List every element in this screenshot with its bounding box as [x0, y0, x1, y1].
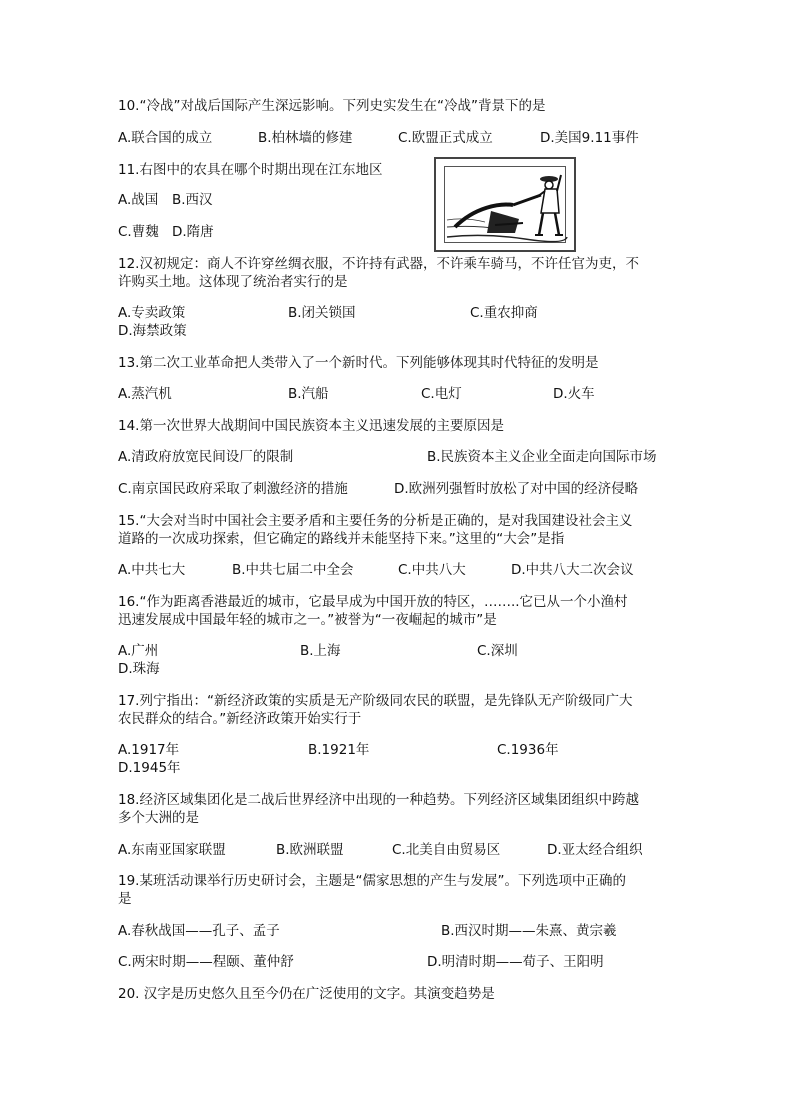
q17-option-b: B.1921年: [308, 742, 370, 758]
q17-option-d: D.1945年: [118, 760, 181, 776]
question-10-stem: 10.“冷战”对战后国际产生深远影响。下列史实发生在“冷战”背景下的是: [118, 98, 546, 114]
q12-option-d: D.海禁政策: [118, 323, 187, 339]
q18-option-b: B.欧洲联盟: [276, 842, 344, 858]
q11-option-c: C.曹魏: [118, 224, 159, 240]
q18-option-a: A.东南亚国家联盟: [118, 842, 226, 858]
q13-option-a: A.蒸汽机: [118, 386, 172, 402]
q18-option-d: D.亚太经合组织: [547, 842, 643, 858]
q10-option-d: D.美国9.11事件: [540, 130, 639, 146]
q17-option-a: A.1917年: [118, 742, 180, 758]
q13-option-b: B.汽船: [288, 386, 329, 402]
q15-option-b: B.中共七届二中全会: [232, 562, 354, 578]
q14-option-c: C.南京国民政府采取了刺激经济的措施: [118, 481, 348, 497]
q14-option-a: A.清政府放宽民间设厂的限制: [118, 449, 294, 465]
question-15-stem-line-2: 道路的一次成功探索，但它确定的路线并未能坚持下来。”这里的“大会”是指: [118, 531, 565, 547]
q12-option-a: A.专卖政策: [118, 305, 186, 321]
q11-option-a: A.战国: [118, 192, 159, 208]
q13-option-d: D.火车: [553, 386, 595, 402]
question-11-stem: 11.右图中的农具在哪个时期出现在江东地区: [118, 162, 383, 178]
q12-option-b: B.闭关锁国: [288, 305, 356, 321]
q15-option-c: C.中共八大: [398, 562, 466, 578]
q14-option-d: D.欧洲列强暂时放松了对中国的经济侵略: [394, 481, 639, 497]
question-12-stem-line-2: 许购买土地。这体现了统治者实行的是: [118, 274, 348, 290]
question-15-stem-line-1: 15.“大会对当时中国社会主要矛盾和主要任务的分析是正确的，是对我国建设社会主义: [118, 513, 633, 529]
question-20-stem: 20. 汉字是历史悠久且至今仍在广泛使用的文字。其演变趋势是: [118, 986, 495, 1002]
question-17-stem-line-1: 17.列宁指出：“新经济政策的实质是无产阶级同农民的联盟，是先锋队无产阶级同广大: [118, 693, 633, 709]
question-14-stem: 14.第一次世界大战期间中国民族资本主义迅速发展的主要原因是: [118, 418, 504, 434]
q11-option-d: D.隋唐: [172, 224, 214, 240]
q11-option-b: B.西汉: [172, 192, 213, 208]
q19-option-d: D.明清时期——荀子、王阳明: [427, 954, 604, 970]
plow-figure: [434, 157, 576, 252]
question-18-stem-line-1: 18.经济区域集团化是二战后世界经济中出现的一种趋势。下列经济区域集团组织中跨越: [118, 792, 639, 808]
q17-option-c: C.1936年: [497, 742, 559, 758]
q16-option-a: A.广州: [118, 643, 159, 659]
q18-option-c: C.北美自由贸易区: [392, 842, 501, 858]
q16-option-d: D.珠海: [118, 661, 160, 677]
question-18-stem-line-2: 多个大洲的是: [118, 810, 199, 826]
q15-option-a: A.中共七大: [118, 562, 186, 578]
q14-option-b: B.民族资本主义企业全面走向国际市场: [427, 449, 657, 465]
q10-option-c: C.欧盟正式成立: [398, 130, 493, 146]
farmer-with-plow-icon: [444, 166, 566, 243]
q16-option-b: B.上海: [300, 643, 341, 659]
question-13-stem: 13.第二次工业革命把人类带入了一个新时代。下列能够体现其时代特征的发明是: [118, 355, 599, 371]
q19-option-a: A.春秋战国——孔子、孟子: [118, 923, 280, 939]
question-19-stem-line-2: 是: [118, 891, 132, 907]
question-19-stem-line-1: 19.某班活动课举行历史研讨会，主题是“儒家思想的产生与发展”。下列选项中正确的: [118, 873, 626, 889]
q15-option-d: D.中共八大二次会议: [511, 562, 634, 578]
q13-option-c: C.电灯: [421, 386, 462, 402]
q10-option-a: A.联合国的成立: [118, 130, 213, 146]
q10-option-b: B.柏林墙的修建: [258, 130, 353, 146]
q19-option-c: C.两宋时期——程颐、董仲舒: [118, 954, 294, 970]
q12-option-c: C.重农抑商: [470, 305, 538, 321]
question-17-stem-line-2: 农民群众的结合。”新经济政策开始实行于: [118, 711, 362, 727]
question-16-stem-line-1: 16.“作为距离香港最近的城市，它最早成为中国开放的特区，……..它已从一个小渔村: [118, 594, 628, 610]
question-16-stem-line-2: 迅速发展成中国最年轻的城市之一。”被誉为“一夜崛起的城市”是: [118, 612, 497, 628]
question-12-stem-line-1: 12.汉初规定：商人不许穿丝绸衣服，不许持有武器，不许乘车骑马，不许任官为吏，不: [118, 256, 639, 272]
q16-option-c: C.深圳: [477, 643, 518, 659]
q19-option-b: B.西汉时期——朱熹、黄宗羲: [441, 923, 617, 939]
